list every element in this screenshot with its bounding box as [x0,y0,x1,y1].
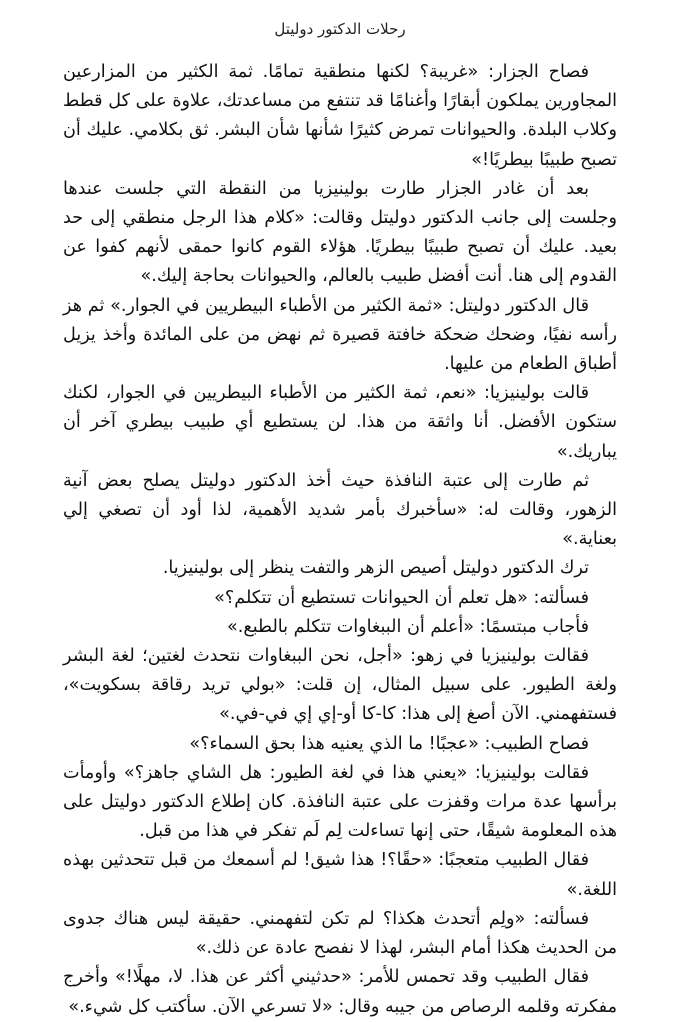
paragraph: فصاح الطبيب: «عجبًا! ما الذي يعنيه هذا بحق السماء؟» [189,733,589,754]
paragraph: بعد أن غادر الجزار طارت بولينيزيا من النقطة التي جلست عندها وجلست إلى جانب الدكتور دوليتل وقالت: «كلام هذا الرجل منطقي إلى حد بعيد. عليك أن تصبح طبيبًا بيطريًا. هؤلاء القوم كانوا حمقى لأنهم كفوا عن القدوم إلى هنا. أنت أفضل طبيب بالعالم، والحيوانات بحاجة إليك.» [63,178,617,287]
paragraph: فقالت بولينيزيا: «يعني هذا في لغة الطيور: هل الشاي جاهز؟» وأومأت برأسها عدة مرات وقفزت على عتبة النافذة. كان إطلاع الدكتور دوليتل على هذه المعلومة شيقًا، حتى إنها تساءلت لِم لَم تفكر في هذا من قبل. [63,762,617,842]
paragraph: ثم طارت إلى عتبة النافذة حيث أخذ الدكتور دوليتل يصلح بعض آنية الزهور، وقالت له: «سأخبرك بأمر شديد الأهمية، لذا أود أن تصغي إلي بعناية.» [63,470,617,550]
paragraph: فسألته: «هل تعلم أن الحيوانات تستطيع أن تتكلم؟» [214,587,589,608]
paragraph: فصاح الجزار: «غريبة؟ لكنها منطقية تمامًا. ثمة الكثير من المزارعين المجاورين يملكون أبقارًا وأغنامًا قد تنتفع من مساعدتك، علاوة على كل قطط وكلاب البلدة. والحيوانات تمرض كثيرًا شأنها شأن البشر. ثق بكلامي. عليك أن تصبح طبيبًا بيطريًا!» [63,62,617,170]
body-text [63,58,617,1022]
paragraph: قالت بولينيزيا: «نعم، ثمة الكثير من الأطباء البيطريين في الجوار، لكنك ستكون الأفضل. أنا واثقة من هذا. لن يستطيع أي طبيب بيطري آخر أن يباريك.» [63,383,617,462]
paragraph: ترك الدكتور دوليتل أصيص الزهر والتفت ينظر إلى بولينيزيا. [162,558,589,579]
paragraph: فقال الطبيب متعجبًا: «حقًا؟! هذا شيق! لم أسمعك من قبل تتحدثين بهذه اللغة.» [63,850,617,900]
running-header: رحلات الدكتور دوليتل [274,20,406,38]
paragraph: فأجاب مبتسمًا: «أعلم أن الببغاوات تتكلم بالطبع.» [226,616,589,637]
paragraph: فقالت بولينيزيا في زهو: «أجل، نحن الببغاوات نتحدث لغتين؛ لغة البشر ولغة الطيور. على سبيل المثال، إن قلت: «بولي تريد رقاقة بسكويت»، فستفهمني. الآن أصغ إلى هذا: كا-كا أو-إي إي في-في.» [63,646,617,725]
paragraph: قال الدكتور دوليتل: «ثمة الكثير من الأطباء البيطريين في الجوار.» ثم هز رأسه نفيًا، وضحك ضحكة خافتة قصيرة ثم نهض من على المائدة وأخذ يزيل أطباق الطعام من عليها. [63,295,617,375]
paragraph: فقال الطبيب وقد تحمس للأمر: «حدثيني أكثر عن هذا. لا، مهلًا!» وأخرج مفكرته وقلمه الرصاص من جيبه وقال: «لا تسرعي الآن. سأكتب كل شيء.» [63,967,617,1017]
paragraph: فسألته: «ولِم أتحدث هكذا؟ لم تكن لتفهمني. حقيقة ليس هناك جدوى من الحديث هكذا أمام البشر، لهذا لا نفصح عادة عن ذلك.» [63,908,617,959]
